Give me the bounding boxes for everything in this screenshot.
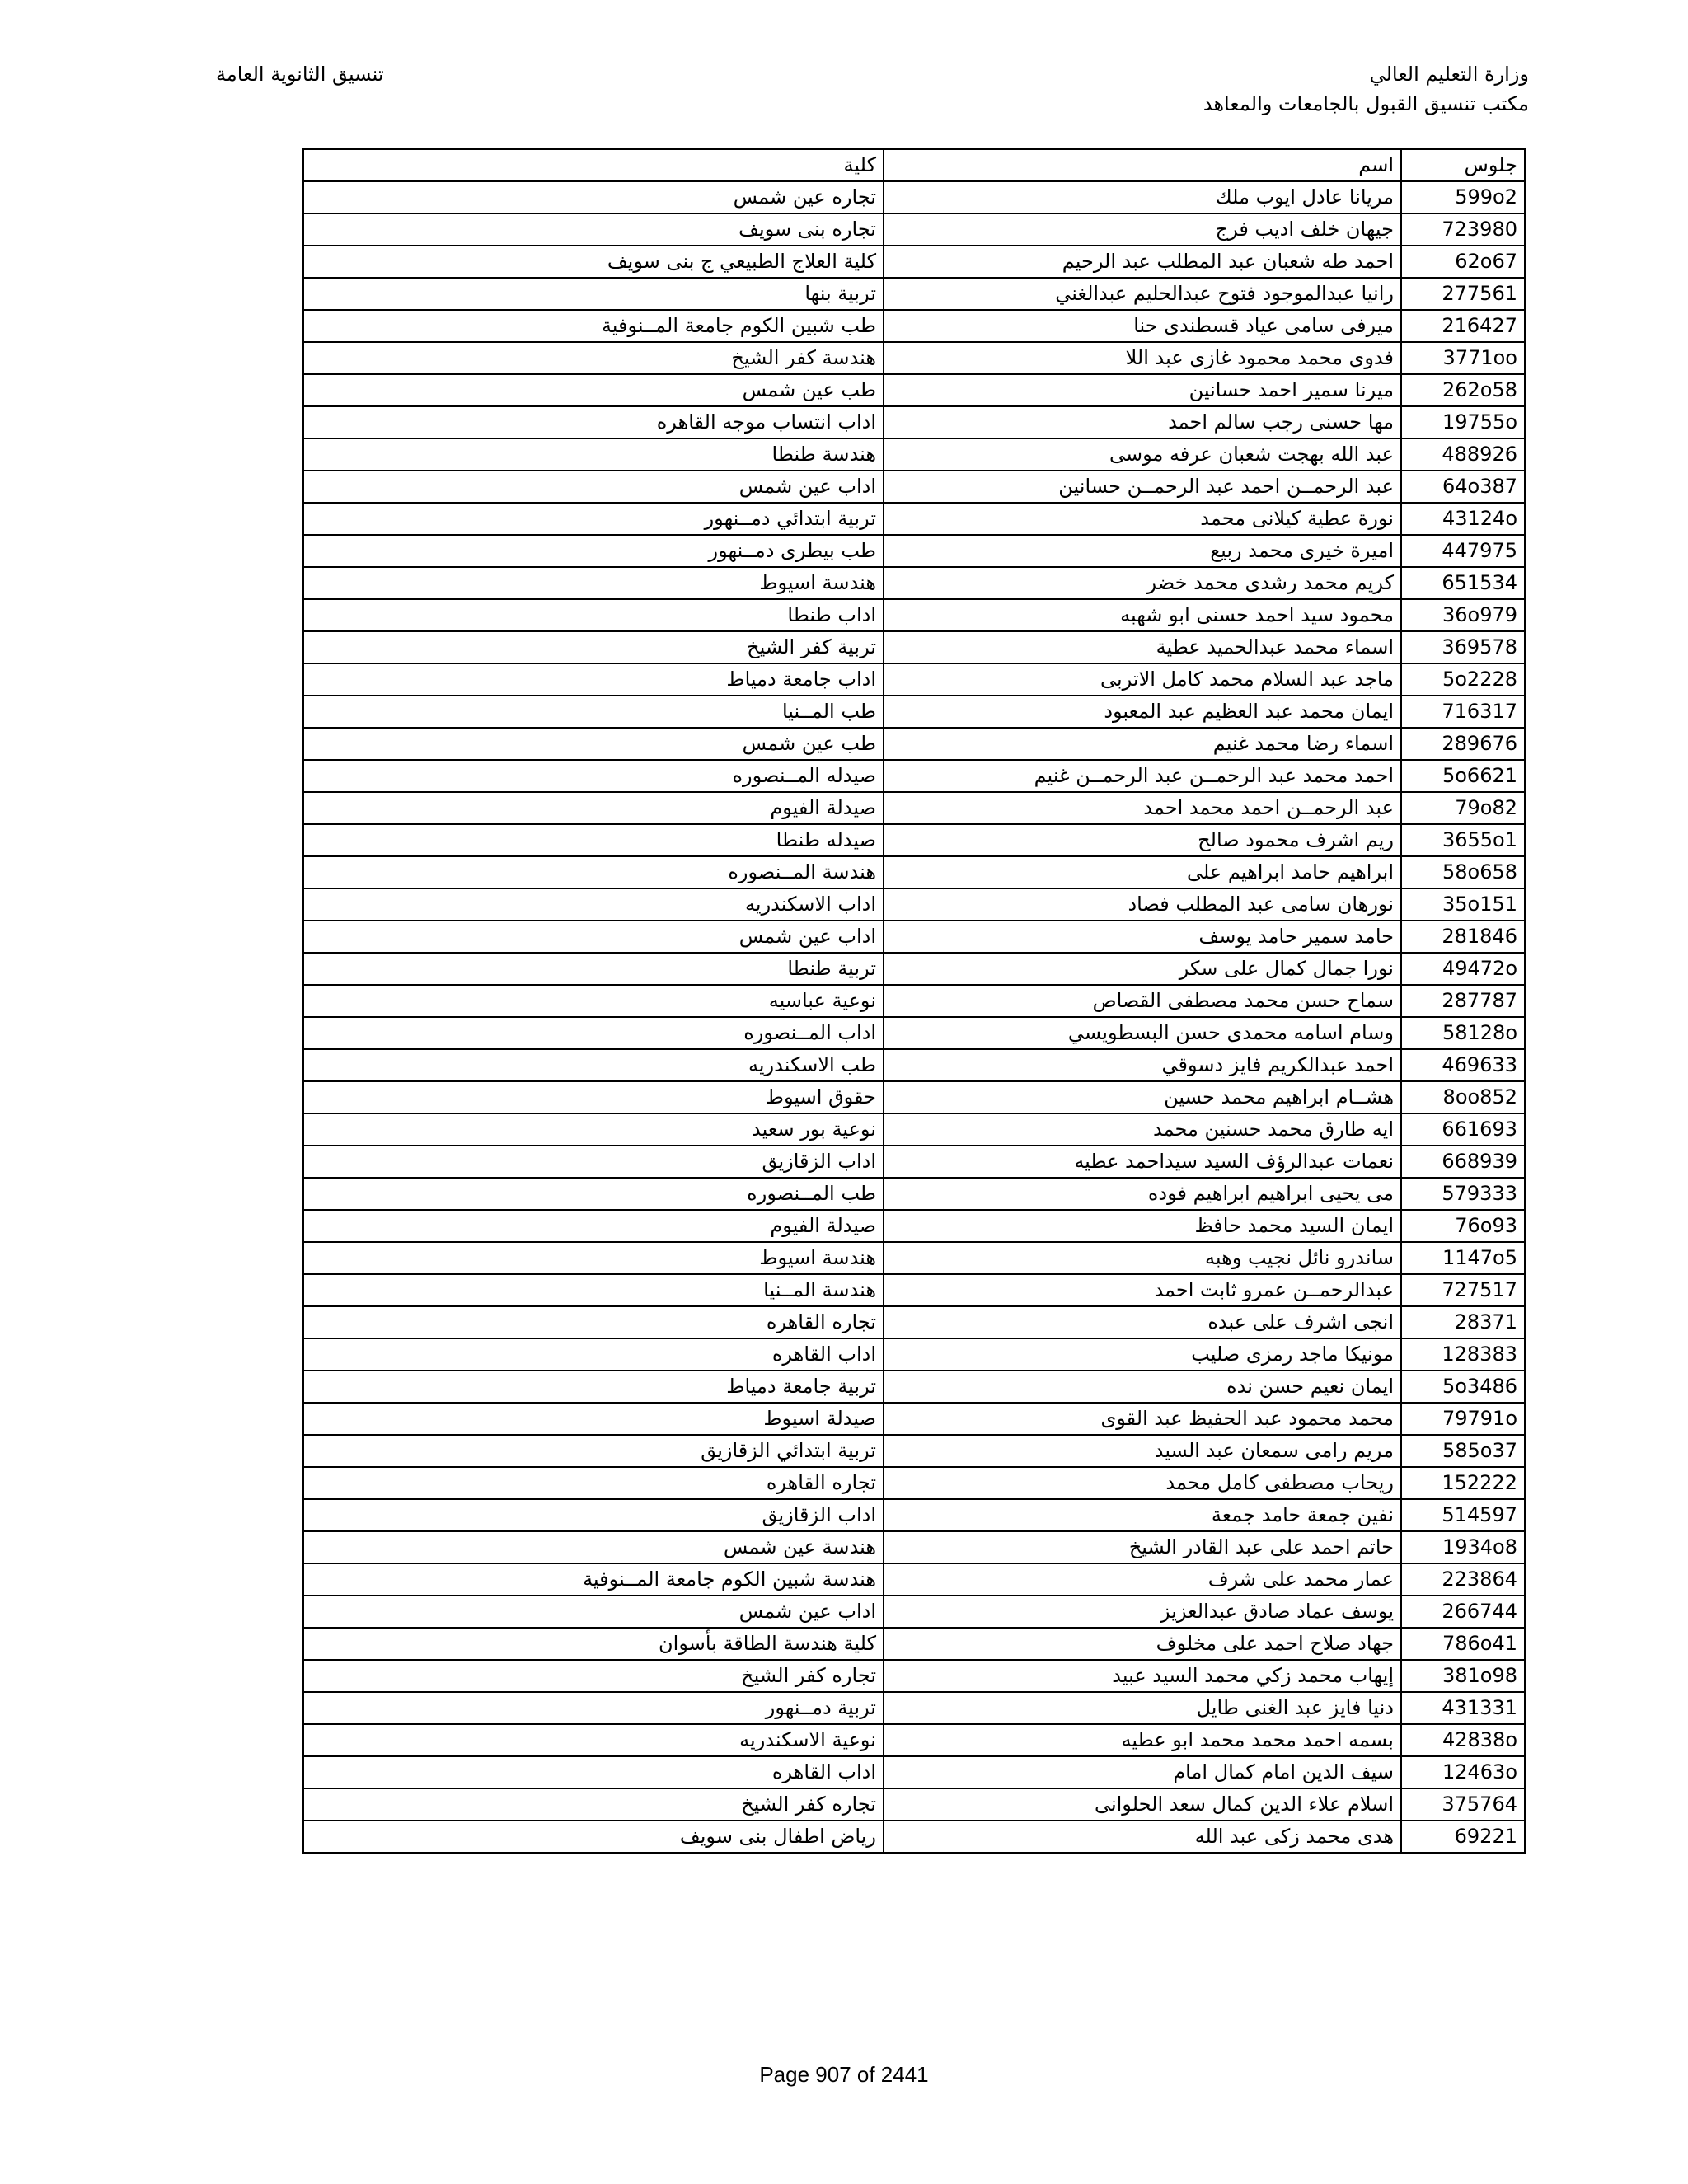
seat-number: 786o41 <box>1401 1628 1525 1660</box>
seat-number: 488926 <box>1401 438 1525 471</box>
table-row <box>303 438 1525 471</box>
table-row <box>303 663 1525 696</box>
seat-number: 5o2228 <box>1401 663 1525 696</box>
table-row <box>303 503 1525 535</box>
seat-number: 79o82 <box>1401 792 1525 824</box>
table-row <box>303 1274 1525 1306</box>
seat-number: 223864 <box>1401 1563 1525 1596</box>
table-row <box>303 631 1525 663</box>
seat-number: 5o6621 <box>1401 760 1525 792</box>
faculty-name: صيدلة الفيوم <box>303 1210 884 1242</box>
table-row <box>303 696 1525 728</box>
table-row <box>303 1338 1525 1371</box>
table-row <box>303 246 1525 278</box>
table-body <box>303 181 1525 1853</box>
faculty-name: هندسة اسيوط <box>303 1242 884 1274</box>
seat-number: 651534 <box>1401 567 1525 599</box>
table-row <box>303 1821 1525 1853</box>
table-row <box>303 1756 1525 1788</box>
table-row <box>303 985 1525 1017</box>
table-row <box>303 278 1525 310</box>
faculty-name: اداب الزقازيق <box>303 1146 884 1178</box>
seat-number: 43124o <box>1401 503 1525 535</box>
student-name: كريم محمد رشدى محمد خضر <box>884 567 1401 599</box>
header-ministry-block <box>1203 59 1529 119</box>
seat-number: 35o151 <box>1401 888 1525 921</box>
student-name: احمد طه شعبان عبد المطلب عبد الرحيم <box>884 246 1401 278</box>
seat-number: 716317 <box>1401 696 1525 728</box>
faculty-name: هندسة طنطا <box>303 438 884 471</box>
faculty-name: طب بيطرى دمــنهور <box>303 535 884 567</box>
table-row <box>303 1017 1525 1049</box>
student-name: عبدالرحمــن عمرو ثابت احمد <box>884 1274 1401 1306</box>
faculty-name: اداب عين شمس <box>303 1596 884 1628</box>
office-name: مكتب تنسيق القبول بالجامعات والمعاهد <box>1203 92 1529 115</box>
seat-number: 381o98 <box>1401 1660 1525 1692</box>
faculty-name: اداب طنطا <box>303 599 884 631</box>
student-name: حامد سمير حامد يوسف <box>884 921 1401 953</box>
student-name: اميرة خيرى محمد ربيع <box>884 535 1401 567</box>
student-name: نعمات عبدالرؤف السيد سيداحمد عطيه <box>884 1146 1401 1178</box>
student-name: اسلام علاء الدين كمال سعد الحلوانى <box>884 1788 1401 1821</box>
student-name: هشــام ابراهيم محمد حسين <box>884 1081 1401 1113</box>
table-row <box>303 856 1525 888</box>
seat-number: 431331 <box>1401 1692 1525 1724</box>
table-row <box>303 888 1525 921</box>
seat-number: 216427 <box>1401 310 1525 342</box>
student-name: يوسف عماد صادق عبدالعزيز <box>884 1596 1401 1628</box>
faculty-name: طب شبين الكوم جامعة المــنوفية <box>303 310 884 342</box>
student-name: ريم اشرف محمود صالح <box>884 824 1401 856</box>
seat-number: 3771oo <box>1401 342 1525 374</box>
seat-number: 152222 <box>1401 1467 1525 1499</box>
student-name: فدوى محمد محمود غازى عبد اللا <box>884 342 1401 374</box>
faculty-name: صيدلة الفيوم <box>303 792 884 824</box>
student-name: جيهان خلف اديب فرج <box>884 213 1401 246</box>
student-name: ماجد عبد السلام محمد كامل الاتربى <box>884 663 1401 696</box>
faculty-name: هندسة عين شمس <box>303 1531 884 1563</box>
student-name: نورا جمال كمال على سكر <box>884 953 1401 985</box>
table-row <box>303 1467 1525 1499</box>
faculty-name: هندسة المــنصوره <box>303 856 884 888</box>
student-name: احمد عبدالكريم فايز دسوقي <box>884 1049 1401 1081</box>
faculty-name: تجاره كفر الشيخ <box>303 1660 884 1692</box>
table-row <box>303 1531 1525 1563</box>
faculty-name: كلية هندسة الطاقة بأسوان <box>303 1628 884 1660</box>
seat-number: 49472o <box>1401 953 1525 985</box>
table-row <box>303 1660 1525 1692</box>
faculty-name: تربية دمــنهور <box>303 1692 884 1724</box>
faculty-name: تجاره بنى سويف <box>303 213 884 246</box>
student-name: عمار محمد على شرف <box>884 1563 1401 1596</box>
seat-number: 79791o <box>1401 1403 1525 1435</box>
faculty-name: تربية طنطا <box>303 953 884 985</box>
faculty-name: اداب الزقازيق <box>303 1499 884 1531</box>
student-name: ايمان نعيم حسن نده <box>884 1371 1401 1403</box>
faculty-name: طب المــنيا <box>303 696 884 728</box>
seat-number: 514597 <box>1401 1499 1525 1531</box>
student-name: نورة عطية كيلانى محمد <box>884 503 1401 535</box>
student-name: احمد محمد عبد الرحمــن عبد الرحمــن غنيم <box>884 760 1401 792</box>
seat-number: 266744 <box>1401 1596 1525 1628</box>
faculty-name: اداب جامعة دمياط <box>303 663 884 696</box>
student-name: اسماء محمد عبدالحميد عطية <box>884 631 1401 663</box>
seat-number: 375764 <box>1401 1788 1525 1821</box>
student-name: ابراهيم حامد ابراهيم على <box>884 856 1401 888</box>
table-header-row <box>303 149 1525 181</box>
faculty-name: كلية العلاج الطبيعي ج بنى سويف <box>303 246 884 278</box>
coordination-title: تنسيق الثانوية العامة <box>216 63 384 86</box>
faculty-name: اداب عين شمس <box>303 921 884 953</box>
seat-number: 289676 <box>1401 728 1525 760</box>
table-row <box>303 1499 1525 1531</box>
table-row <box>303 1178 1525 1210</box>
seat-number: 64o387 <box>1401 471 1525 503</box>
table-row <box>303 342 1525 374</box>
faculty-name: تربية ابتدائي دمــنهور <box>303 503 884 535</box>
seat-number: 62o67 <box>1401 246 1525 278</box>
table-row <box>303 1692 1525 1724</box>
student-name: ايمان محمد عبد العظيم عبد المعبود <box>884 696 1401 728</box>
table-row <box>303 728 1525 760</box>
student-name: ميرنا سمير احمد حسانين <box>884 374 1401 406</box>
student-name: ايه طارق محمد حسنين محمد <box>884 1113 1401 1146</box>
table-row <box>303 1371 1525 1403</box>
seat-number: 69221 <box>1401 1821 1525 1853</box>
faculty-name: صيدلة اسيوط <box>303 1403 884 1435</box>
table-row <box>303 1628 1525 1660</box>
results-table <box>302 148 1526 1854</box>
faculty-name: اداب انتساب موجه القاهره <box>303 406 884 438</box>
table-row <box>303 1049 1525 1081</box>
seat-number: 277561 <box>1401 278 1525 310</box>
table-row <box>303 310 1525 342</box>
faculty-name: تربية كفر الشيخ <box>303 631 884 663</box>
faculty-name: صيدله المــنصوره <box>303 760 884 792</box>
seat-number: 369578 <box>1401 631 1525 663</box>
faculty-name: نوعية عباسيه <box>303 985 884 1017</box>
page-number: Page 907 of 2441 <box>759 2062 929 2087</box>
seat-number: 3655o1 <box>1401 824 1525 856</box>
student-name: سماح حسن محمد مصطفى القصاص <box>884 985 1401 1017</box>
table-row <box>303 213 1525 246</box>
table-row <box>303 471 1525 503</box>
faculty-name: هندسة اسيوط <box>303 567 884 599</box>
faculty-name: تجاره القاهره <box>303 1306 884 1338</box>
faculty-name: اداب القاهره <box>303 1338 884 1371</box>
student-name: سيف الدين امام كمال امام <box>884 1756 1401 1788</box>
table-row <box>303 599 1525 631</box>
student-name: نفين جمعة حامد جمعة <box>884 1499 1401 1531</box>
student-name: انجى اشرف على عبده <box>884 1306 1401 1338</box>
seat-number: 469633 <box>1401 1049 1525 1081</box>
faculty-name: طب الاسكندريه <box>303 1049 884 1081</box>
student-name: عبد الرحمــن احمد محمد احمد <box>884 792 1401 824</box>
faculty-name: تجاره كفر الشيخ <box>303 1788 884 1821</box>
seat-number: 58o658 <box>1401 856 1525 888</box>
table-row <box>303 1081 1525 1113</box>
table-row <box>303 567 1525 599</box>
seat-number: 262o58 <box>1401 374 1525 406</box>
faculty-name: صيدله طنطا <box>303 824 884 856</box>
table-row <box>303 953 1525 985</box>
student-name: ريحاب مصطفى كامل محمد <box>884 1467 1401 1499</box>
student-name: مريانا عادل ايوب ملك <box>884 181 1401 213</box>
faculty-name: اداب القاهره <box>303 1756 884 1788</box>
seat-number: 12463o <box>1401 1756 1525 1788</box>
student-name: وسام اسامه محمدى حسن البسطويسي <box>884 1017 1401 1049</box>
student-name: رانيا عبدالموجود فتوح عبدالحليم عبدالغني <box>884 278 1401 310</box>
ministry-name: وزارة التعليم العالي <box>1369 63 1529 86</box>
header-faculty: كلية <box>303 149 884 181</box>
seat-number: 8oo852 <box>1401 1081 1525 1113</box>
faculty-name: طب عين شمس <box>303 728 884 760</box>
seat-number: 447975 <box>1401 535 1525 567</box>
faculty-name: تربية ابتدائي الزقازيق <box>303 1435 884 1467</box>
header-name: اسم <box>884 149 1401 181</box>
seat-number: 585o37 <box>1401 1435 1525 1467</box>
table-row <box>303 824 1525 856</box>
table-row <box>303 1210 1525 1242</box>
faculty-name: هندسة كفر الشيخ <box>303 342 884 374</box>
student-name: ايمان السيد محمد حافظ <box>884 1210 1401 1242</box>
seat-number: 1147o5 <box>1401 1242 1525 1274</box>
table-row <box>303 760 1525 792</box>
seat-number: 661693 <box>1401 1113 1525 1146</box>
table-row <box>303 1403 1525 1435</box>
seat-number: 723980 <box>1401 213 1525 246</box>
seat-number: 42838o <box>1401 1724 1525 1756</box>
faculty-name: تربية بنها <box>303 278 884 310</box>
table-row <box>303 1724 1525 1756</box>
faculty-name: تجاره عين شمس <box>303 181 884 213</box>
student-name: مها حسنى رجب سالم احمد <box>884 406 1401 438</box>
faculty-name: طب المــنصوره <box>303 1178 884 1210</box>
seat-number: 5o3486 <box>1401 1371 1525 1403</box>
seat-number: 599o2 <box>1401 181 1525 213</box>
student-name: مى يحيى ابراهيم ابراهيم فوده <box>884 1178 1401 1210</box>
student-name: دنيا فايز عبد الغنى طايل <box>884 1692 1401 1724</box>
faculty-name: حقوق اسيوط <box>303 1081 884 1113</box>
table-row <box>303 1242 1525 1274</box>
table-row <box>303 1146 1525 1178</box>
table-row <box>303 1596 1525 1628</box>
student-name: مريم رامى سمعان عبد السيد <box>884 1435 1401 1467</box>
faculty-name: اداب الاسكندريه <box>303 888 884 921</box>
seat-number: 28371 <box>1401 1306 1525 1338</box>
student-name: نورهان سامى عبد المطلب فصاد <box>884 888 1401 921</box>
table-row <box>303 1435 1525 1467</box>
seat-number: 1934o8 <box>1401 1531 1525 1563</box>
student-name: عبد الرحمــن احمد عبد الرحمــن حسانين <box>884 471 1401 503</box>
table-row <box>303 1306 1525 1338</box>
seat-number: 128383 <box>1401 1338 1525 1371</box>
seat-number: 579333 <box>1401 1178 1525 1210</box>
student-name: هدى محمد زكى عبد الله <box>884 1821 1401 1853</box>
table-row <box>303 1788 1525 1821</box>
seat-number: 58128o <box>1401 1017 1525 1049</box>
header-seat: جلوس <box>1401 149 1525 181</box>
table-row <box>303 792 1525 824</box>
table-row <box>303 181 1525 213</box>
table-row <box>303 1113 1525 1146</box>
faculty-name: رياض اطفال بنى سويف <box>303 1821 884 1853</box>
faculty-name: نوعية الاسكندريه <box>303 1724 884 1756</box>
table-row <box>303 1563 1525 1596</box>
faculty-name: تربية جامعة دمياط <box>303 1371 884 1403</box>
faculty-name: نوعية بور سعيد <box>303 1113 884 1146</box>
faculty-name: اداب المــنصوره <box>303 1017 884 1049</box>
faculty-name: هندسة شبين الكوم جامعة المــنوفية <box>303 1563 884 1596</box>
student-name: اسماء رضا محمد غنيم <box>884 728 1401 760</box>
student-name: عبد الله بهجت شعبان عرفه موسى <box>884 438 1401 471</box>
table-row <box>303 535 1525 567</box>
table-row <box>303 374 1525 406</box>
faculty-name: هندسة المــنيا <box>303 1274 884 1306</box>
seat-number: 19755o <box>1401 406 1525 438</box>
seat-number: 668939 <box>1401 1146 1525 1178</box>
student-name: مونيكا ماجد رمزى صليب <box>884 1338 1401 1371</box>
student-name: محمود سيد احمد حسنى ابو شهبه <box>884 599 1401 631</box>
student-name: إيهاب محمد زكي محمد السيد عبيد <box>884 1660 1401 1692</box>
student-name: محمد محمود عبد الحفيظ عبد القوى <box>884 1403 1401 1435</box>
seat-number: 281846 <box>1401 921 1525 953</box>
faculty-name: تجاره القاهره <box>303 1467 884 1499</box>
student-name: حاتم احمد على عبد القادر الشيخ <box>884 1531 1401 1563</box>
seat-number: 36o979 <box>1401 599 1525 631</box>
student-name: بسمه احمد محمد محمد ابو عطيه <box>884 1724 1401 1756</box>
faculty-name: اداب عين شمس <box>303 471 884 503</box>
seat-number: 287787 <box>1401 985 1525 1017</box>
student-name: ساندرو نائل نجيب وهبه <box>884 1242 1401 1274</box>
student-name: ميرفى سامى عياد قسطندى حنا <box>884 310 1401 342</box>
student-name: جهاد صلاح احمد على مخلوف <box>884 1628 1401 1660</box>
seat-number: 76o93 <box>1401 1210 1525 1242</box>
table-row <box>303 406 1525 438</box>
faculty-name: طب عين شمس <box>303 374 884 406</box>
table-row <box>303 921 1525 953</box>
seat-number: 727517 <box>1401 1274 1525 1306</box>
